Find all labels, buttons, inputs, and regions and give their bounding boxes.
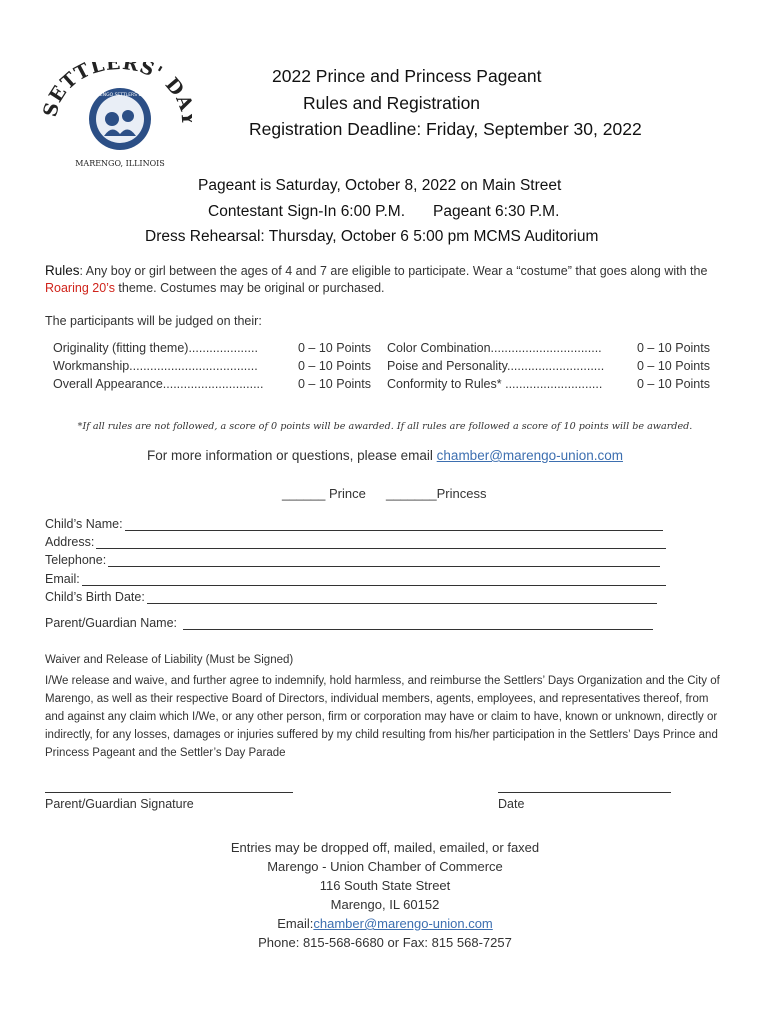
footer-phone: Phone: 815-568-6680 or Fax: 815 568-7257 (258, 935, 512, 950)
logo-seal-icon (42, 62, 192, 174)
princess-label: Princess (436, 486, 487, 501)
parent-name-line[interactable] (183, 616, 653, 630)
waiver-heading: Waiver and Release of Liability (Must be Signed) (45, 654, 294, 666)
criterion-poise: Poise and Personality............................ (387, 359, 605, 373)
signature-line[interactable] (45, 792, 293, 793)
email-field[interactable] (45, 572, 666, 586)
footer-street: 116 South State Street (319, 878, 451, 893)
dress-rehearsal: Dress Rehearsal: Thursday, October 6 5:00 pm MCMS Auditorium (145, 228, 599, 245)
criterion-label: Originality (fitting theme).................... (53, 341, 258, 355)
princess-option[interactable] (386, 486, 486, 501)
address-field[interactable] (45, 535, 666, 549)
contact-text: For more information or questions, please email (147, 448, 437, 463)
parent-name-field[interactable] (45, 616, 653, 630)
criterion-points: 0 – 10 Points (298, 341, 371, 355)
address-line[interactable] (96, 535, 666, 549)
parent-name-label: Parent/Guardian Name: (45, 616, 178, 630)
child-name-field[interactable] (45, 517, 663, 531)
judging-intro: The participants will be judged on their: (45, 314, 262, 328)
footer-email-link[interactable]: chamber@marengo-union.com (313, 916, 493, 931)
birth-date-label: Child’s Birth Date: (45, 590, 145, 604)
rules-paragraph (45, 262, 725, 297)
criterion-points: 0 – 10 Points (637, 377, 710, 391)
settlers-days-logo (42, 62, 192, 174)
rules-theme: Roaring 20’s (45, 281, 115, 295)
telephone-line[interactable] (108, 553, 660, 567)
princess-blank: _______ (386, 486, 437, 501)
rules-label: Rules (45, 263, 80, 278)
svg-text:MARENGO, ILLINOIS: MARENGO, ILLINOIS (75, 159, 165, 168)
waiver-text: I/We release and waive, and further agree to indemnify, hold harmless, and reimburse the Settlers’ Days Organization and the City of Marengo, as well as their respective Board of Directors, individual members, agents, employees, and representatives thereof, from and against any claim which I/We, or any other person, firm or corporation may have or claim to have, known or unknown, directly or indirectly, for any losses, damages or injuries suffered by my child resulting from his/her participation in the Settlers’ Days Prince and Princess Pageant and the Settler’s Day Parade (45, 675, 720, 759)
pageant-date: Pageant is Saturday, October 8, 2022 on Main Street (198, 177, 562, 194)
date-label: Date (498, 797, 525, 811)
criterion-label: Overall Appearance............................. (53, 377, 264, 391)
criterion-workmanship (53, 359, 258, 373)
child-name-label: Child’s Name: (45, 517, 123, 531)
prince-blank: ______ (282, 486, 326, 501)
criterion-originality (53, 341, 258, 355)
prince-option[interactable] (282, 486, 366, 501)
criterion-color: Color Combination................................ (387, 341, 602, 355)
contact-line (0, 448, 770, 463)
criterion-appearance (53, 377, 264, 391)
child-name-line[interactable] (125, 517, 663, 531)
birth-date-field[interactable] (45, 590, 657, 604)
telephone-label: Telephone: (45, 553, 107, 567)
footer-email-prefix: Email: (277, 916, 314, 931)
address-label: Address: (45, 535, 95, 549)
criterion-conformity: Conformity to Rules* ............................ (387, 377, 603, 391)
scoring-note: *If all rules are not followed, a score of 0 points will be awarded. If all rules are followed a score of 10 points will be awarded. (77, 421, 693, 432)
date-line[interactable] (498, 792, 671, 793)
email-line[interactable] (82, 572, 666, 586)
telephone-field[interactable] (45, 553, 660, 567)
signature-label: Parent/Guardian Signature (45, 797, 194, 811)
contact-email-link[interactable]: chamber@marengo-union.com (436, 448, 623, 463)
criterion-label: Workmanship..................................... (53, 359, 258, 373)
footer-email (0, 916, 770, 931)
criterion-points: 0 – 10 Points (637, 359, 710, 373)
footer-city: Marengo, IL 60152 (330, 897, 440, 912)
svg-text:MARENGO SETTLERS DAYS: MARENGO SETTLERS DAYS (89, 93, 151, 98)
birth-date-line[interactable] (147, 590, 657, 604)
svg-text:SETTLERS' DAYS: ETTLERS' D (44, 62, 189, 107)
email-label: Email: (45, 572, 80, 586)
criterion-points: 0 – 10 Points (298, 359, 371, 373)
rules-text-2: theme. Costumes may be original or purchased. (114, 281, 385, 295)
signin-time: Contestant Sign-In 6:00 P.M. (208, 203, 406, 220)
registration-deadline: Registration Deadline: Friday, September 30, 2022 (249, 119, 642, 139)
footer-submission: Entries may be dropped off, mailed, emailed, or faxed (230, 840, 540, 855)
prince-label: Prince (325, 486, 366, 501)
page-subtitle: Rules and Registration (303, 93, 481, 113)
criterion-points: 0 – 10 Points (637, 341, 710, 355)
footer-org: Marengo - Union Chamber of Commerce (267, 859, 503, 874)
rules-text-1: : Any boy or girl between the ages of 4 and 7 are eligible to participate. Wear a “costume” that goes along with the (79, 264, 708, 278)
pageant-time: Pageant 6:30 P.M. (433, 203, 560, 220)
page-title: 2022 Prince and Princess Pageant (272, 66, 542, 86)
criterion-points: 0 – 10 Points (298, 377, 371, 391)
